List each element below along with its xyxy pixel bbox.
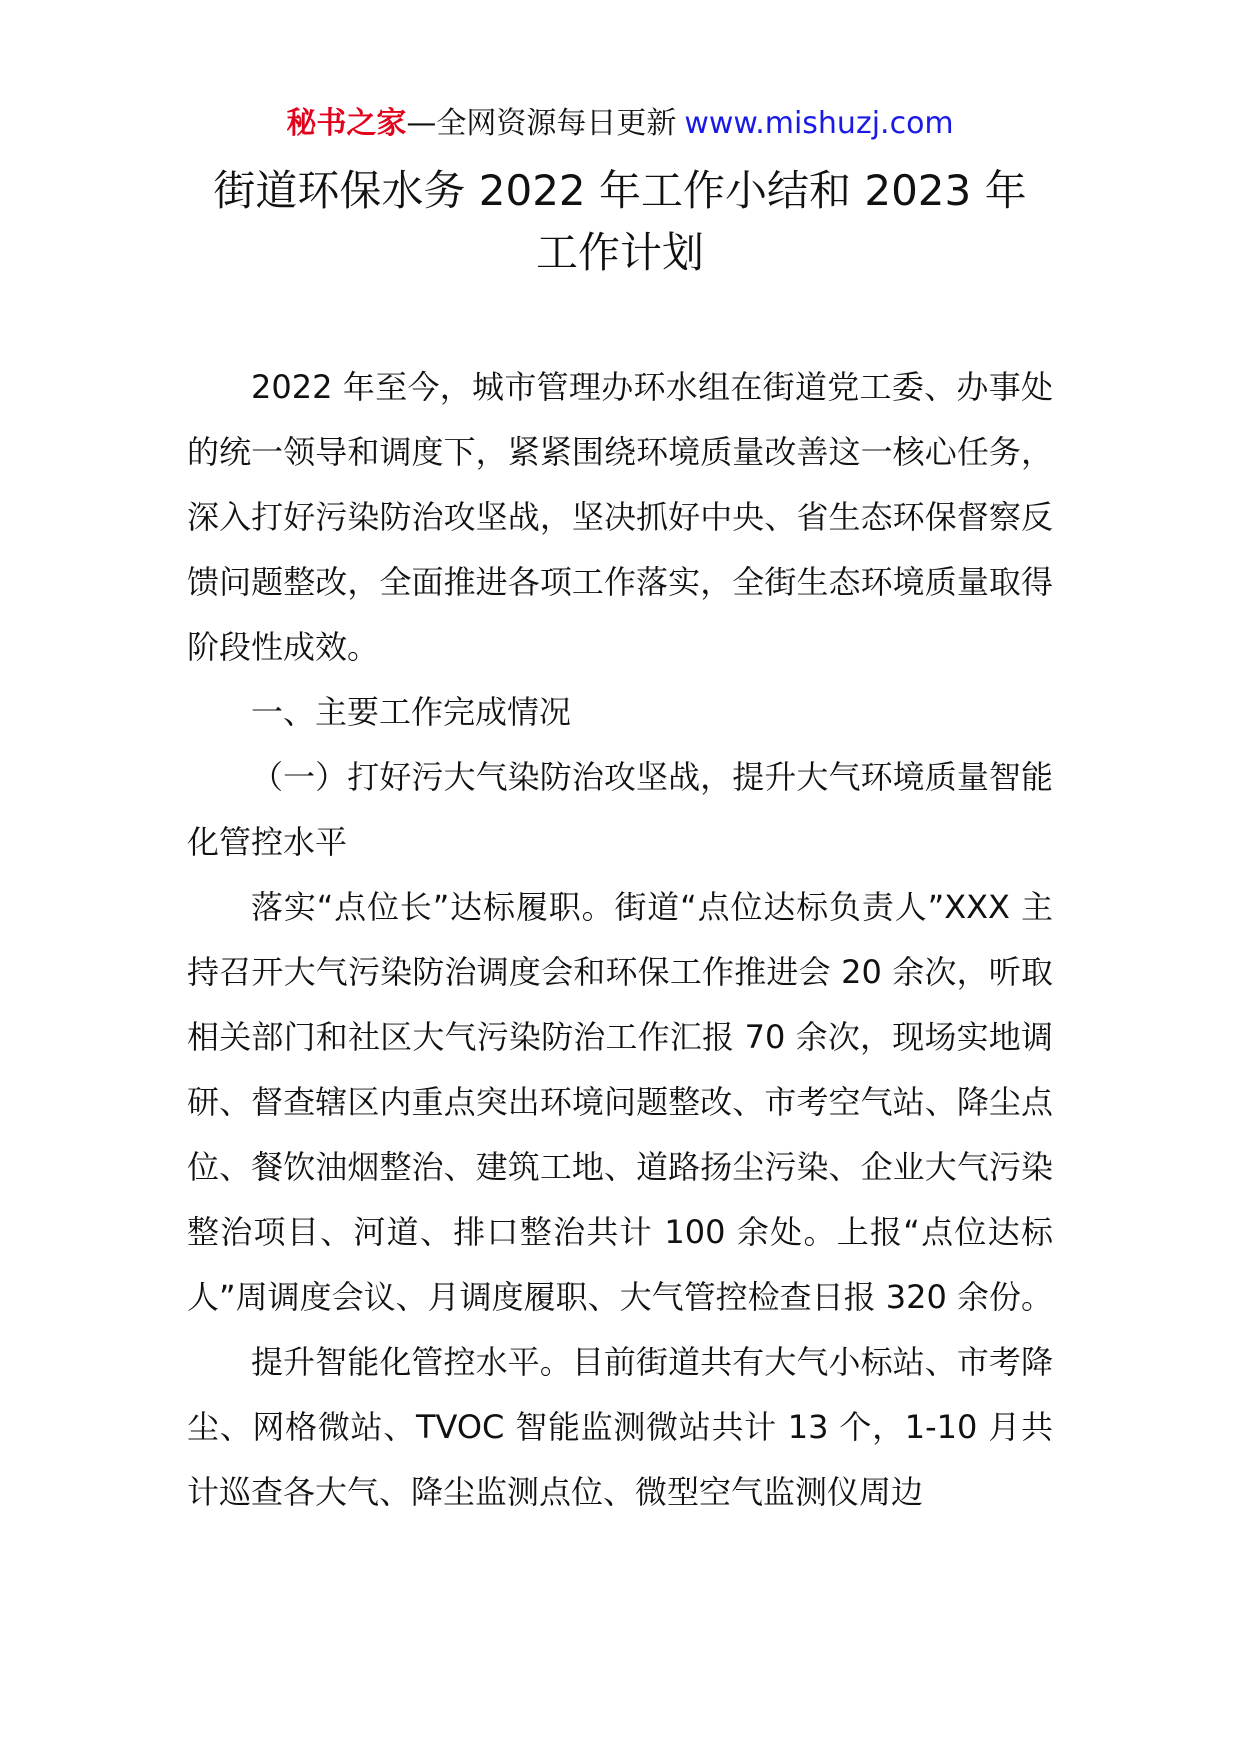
paragraph-point-leader: 落实“点位长”达标履职。街道“点位达标负责人”XXX 主持召开大气污染防治调度会和环保工作推进会 20 余次，听取相关部门和社区大气污染防治工作汇报 70 余次，现场实地调研、督查辖区内重点突出环境问题整改、市考空气站、降尘点位、餐饮油烟整治、建筑工地、道路扬尘污染、企业大气污染整治项目、河道、排口整治共计 100 余处。上报“点位达标人”周调度会议、月调度履职、大气管控检查日报 320 余份。 [187, 888, 1054, 1316]
section-heading: 一、主要工作完成情况 [251, 693, 572, 731]
title-line-2: 工作计划 [535, 228, 704, 277]
subsection-heading: （一）打好污大气染防治攻坚战，提升大气环境质量智能化管控水平 [187, 758, 1053, 861]
paragraph-intro: 2022 年至今，城市管理办环水组在街道党工委、办事处的统一领导和调度下，紧紧围绕环境质量改善这一核心任务，深入打好污染防治攻坚战，坚决抓好中央、省生态环保督察反馈问题整改，全面推进各项工作落实，全街生态环境质量取得阶段性成效。 [187, 368, 1053, 666]
watermark-header [0, 98, 1240, 150]
document-body [187, 355, 1053, 1525]
paragraph-smart-control: 提升智能化管控水平。目前街道共有大气小标站、市考降尘、网格微站、TVOC 智能监测微站共计 13 个，1-10 月共计巡查各大气、降尘监测点位、微型空气监测仪周边 [187, 1343, 1053, 1511]
website-link[interactable]: www.mishuzj.com [684, 106, 954, 141]
brand-tagline: —全网资源每日更新 [406, 106, 677, 141]
brand-name: 秘书之家 [286, 106, 407, 141]
title-line-1: 街道环保水务 2022 年工作小结和 2023 年 [213, 166, 1027, 215]
document-title [150, 160, 1090, 284]
